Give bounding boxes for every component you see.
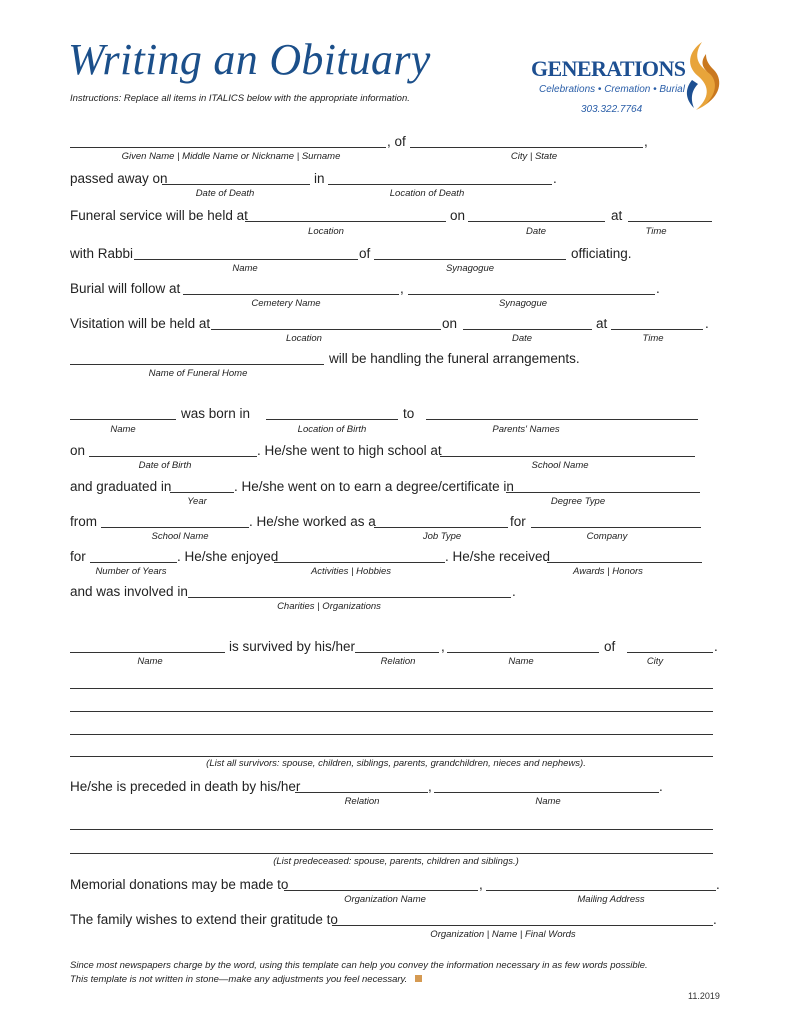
form-row-funeral: Funeral service will be held at on at	[70, 207, 716, 225]
predeceased-note: (List predeceased: spouse, parents, children and siblings.)	[273, 856, 519, 867]
field-label: School Name	[151, 531, 209, 542]
city-state-field[interactable]	[410, 147, 643, 148]
funeral-location-field[interactable]	[245, 221, 446, 222]
form-row-death: passed away on in .	[70, 171, 557, 186]
instructions: Instructions: Replace all items in ITALICS below with the appropriate information.	[70, 93, 410, 104]
survivors-note: (List all survivors: spouse, children, siblings, parents, grandchildren, nieces and nephews).	[206, 758, 586, 769]
college-name-field[interactable]	[101, 527, 249, 528]
field-label: Date	[525, 226, 547, 237]
logo-tagline: Celebrations • Cremation • Burial	[539, 84, 685, 95]
date-of-birth-field[interactable]	[89, 456, 257, 457]
funeral-home-field[interactable]	[70, 364, 324, 365]
field-label: Number of Years	[95, 566, 167, 577]
field-label: Awards | Honors	[573, 566, 643, 577]
field-label: Synagogue	[498, 298, 548, 309]
rabbi-synagogue-field[interactable]	[374, 259, 566, 260]
field-label: Company	[586, 531, 628, 542]
rabbi-name-field[interactable]	[134, 259, 358, 260]
field-label: Name	[508, 656, 534, 667]
location-of-death-field[interactable]	[328, 184, 552, 185]
visitation-location-field[interactable]	[211, 329, 441, 330]
funeral-date-field[interactable]	[468, 221, 605, 222]
field-label: Mailing Address	[577, 894, 645, 905]
form-row-survived: is survived by his/her , of .	[70, 638, 716, 656]
field-label: Time	[642, 333, 664, 344]
form-row-highschool: on . He/she went to high school at	[70, 442, 716, 460]
form-row-burial: Burial will follow at , .	[70, 281, 660, 296]
logo-phone: 303.322.7764	[581, 104, 643, 115]
gratitude-field[interactable]	[332, 925, 713, 926]
field-label: Name	[110, 424, 136, 435]
survivors-line[interactable]	[70, 688, 713, 689]
charities-field[interactable]	[188, 597, 511, 598]
organization-name-field[interactable]	[284, 890, 478, 891]
form-row-graduation: and graduated in . He/she went on to earn a degree/certificate in	[70, 478, 716, 496]
field-label: Location	[308, 226, 344, 237]
form-row-hobbies: for . He/she enjoyed . He/she received	[70, 548, 716, 566]
field-label: Name	[232, 263, 258, 274]
field-label: City | State	[510, 151, 558, 162]
survivors-line[interactable]	[70, 734, 713, 735]
orange-square-icon	[415, 975, 422, 982]
field-label: Name	[535, 796, 561, 807]
field-label: Charities | Organizations	[277, 601, 381, 612]
field-label: Degree Type	[550, 496, 606, 507]
field-label: Synagogue	[445, 263, 495, 274]
field-label: Activities | Hobbies	[310, 566, 392, 577]
field-label: Organization | Name | Final Words	[430, 929, 576, 940]
field-label: Relation	[344, 796, 380, 807]
born-name-field[interactable]	[70, 419, 176, 420]
cemetery-name-field[interactable]	[183, 294, 399, 295]
survivor-city-field[interactable]	[627, 652, 713, 653]
survivors-line[interactable]	[70, 711, 713, 712]
field-label: Name	[137, 656, 163, 667]
field-label: Date	[511, 333, 533, 344]
form-row-work: from . He/she worked as a for	[70, 513, 716, 531]
flame-logo-icon	[680, 40, 722, 112]
field-label: City	[646, 656, 664, 667]
predeceased-line[interactable]	[70, 853, 713, 854]
field-label: Location of Death	[389, 188, 465, 199]
footer-note-2: This template is not written in stone—make any adjustments you feel necessary.	[70, 974, 422, 985]
graduation-year-field[interactable]	[170, 492, 234, 493]
form-row-preceded: He/she is preceded in death by his/her , .	[70, 779, 663, 794]
given-name-field[interactable]	[70, 147, 386, 148]
field-label: Relation	[380, 656, 416, 667]
field-label: Cemetery Name	[251, 298, 321, 309]
activities-field[interactable]	[274, 562, 445, 563]
location-of-birth-field[interactable]	[266, 419, 398, 420]
field-label: Location	[286, 333, 322, 344]
field-label: School Name	[531, 460, 589, 471]
form-row-charities: and was involved in .	[70, 584, 516, 599]
date-of-death-field[interactable]	[162, 184, 310, 185]
awards-field[interactable]	[547, 562, 702, 563]
field-label: Parents' Names	[492, 424, 560, 435]
high-school-field[interactable]	[440, 456, 695, 457]
field-label: Job Type	[422, 531, 462, 542]
preceded-relation-field[interactable]	[295, 792, 428, 793]
survivors-line[interactable]	[70, 756, 713, 757]
form-row-memorial: Memorial donations may be made to , .	[70, 877, 720, 892]
job-type-field[interactable]	[374, 527, 508, 528]
form-row-gratitude: The family wishes to extend their gratitude to .	[70, 912, 717, 927]
deceased-name-field[interactable]	[70, 652, 225, 653]
field-label: Year	[187, 496, 207, 507]
form-row-birth: was born in to	[70, 405, 716, 423]
mailing-address-field[interactable]	[486, 890, 716, 891]
company-field[interactable]	[531, 527, 701, 528]
funeral-time-field[interactable]	[628, 221, 712, 222]
visitation-time-field[interactable]	[611, 329, 703, 330]
form-row-rabbi: with Rabbi of officiating.	[70, 246, 632, 261]
field-label: Name of Funeral Home	[148, 368, 248, 379]
form-row-funeral-home: will be handling the funeral arrangements.	[70, 350, 716, 368]
page-title: Writing an Obituary	[68, 35, 431, 84]
field-label: Given Name | Middle Name or Nickname | Surname	[121, 151, 341, 162]
footer-note-1: Since most newspapers charge by the word, using this template can help you convey the information necessary in as few words possible.	[70, 960, 648, 971]
logo-wordmark: GENERATIONS	[531, 56, 686, 81]
survivor-relation-field[interactable]	[355, 652, 439, 653]
parents-names-field[interactable]	[426, 419, 698, 420]
field-label: Date of Birth	[138, 460, 192, 471]
version-number: 11.2019	[688, 991, 720, 1001]
form-row-name: , of ,	[70, 133, 716, 151]
survivor-name-field[interactable]	[447, 652, 599, 653]
field-label: Time	[645, 226, 667, 237]
years-field[interactable]	[90, 562, 177, 563]
field-label: Location of Birth	[297, 424, 367, 435]
degree-type-field[interactable]	[506, 492, 700, 493]
field-label: Organization Name	[344, 894, 426, 905]
burial-synagogue-field[interactable]	[408, 294, 655, 295]
preceded-name-field[interactable]	[434, 792, 659, 793]
form-row-visitation: Visitation will be held at on at .	[70, 316, 709, 331]
predeceased-line[interactable]	[70, 829, 713, 830]
visitation-date-field[interactable]	[463, 329, 592, 330]
field-label: Date of Death	[195, 188, 255, 199]
